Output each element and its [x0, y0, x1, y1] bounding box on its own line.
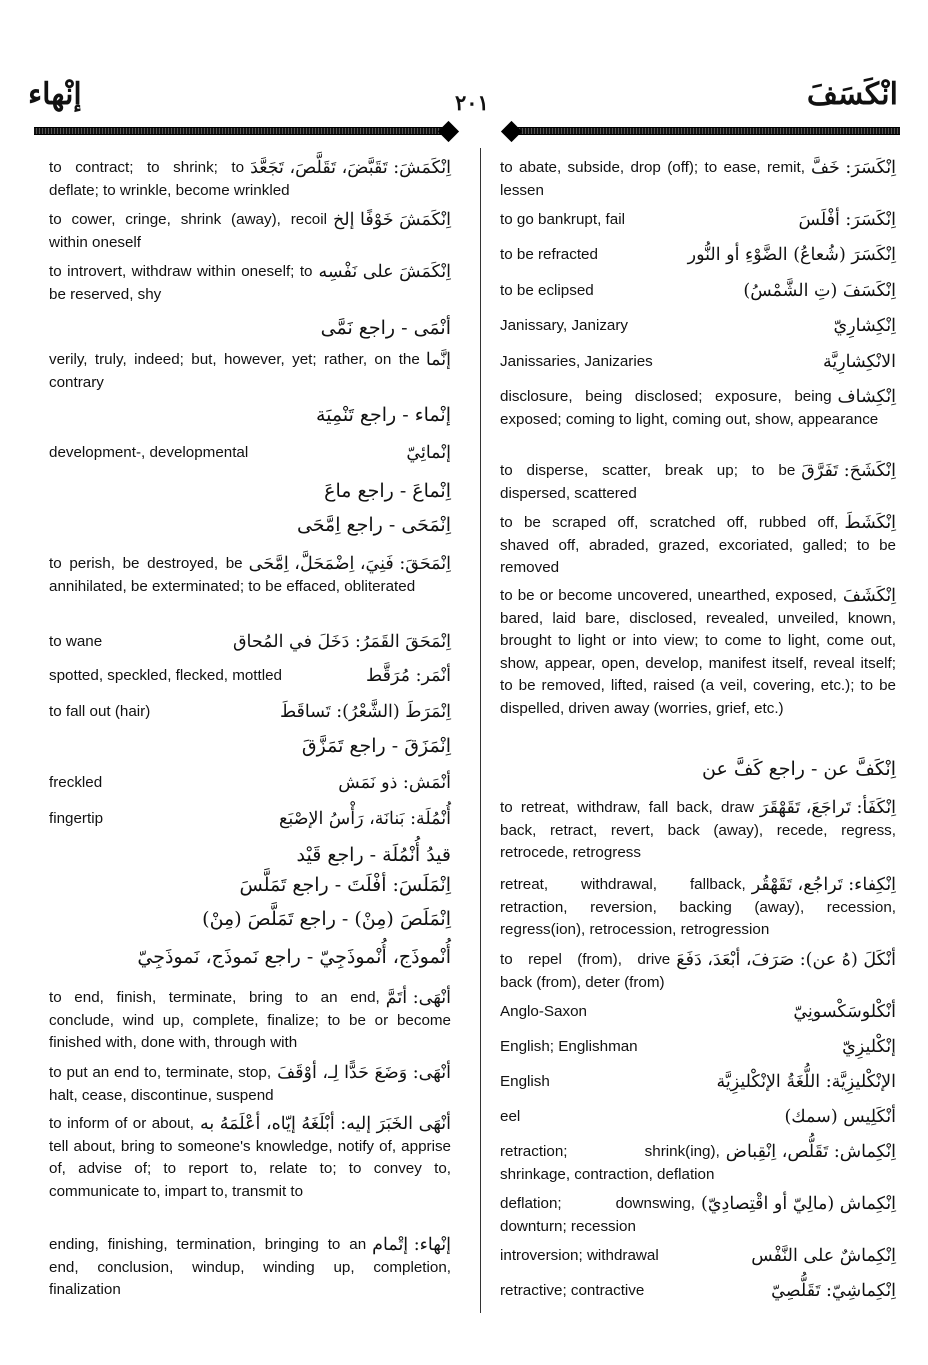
arabic-headword: اِنْكِفاء: تَراجُع، تَقَهْقُر [751, 875, 896, 895]
dictionary-entry [500, 874, 896, 942]
arabic-headword: إنْمائِيّ [406, 443, 451, 463]
dictionary-entry [49, 1062, 451, 1107]
english-definition: spotted, speckled, flecked, mottled [49, 667, 283, 684]
arabic-headword: اِنْكَمَشَ على نَفْسِه [318, 262, 451, 282]
dictionary-entry [500, 157, 896, 202]
english-definition: to cower, cringe, shrink (away), recoil within oneself [49, 211, 327, 251]
dictionary-entry [500, 1245, 896, 1268]
arabic-headword: اِنْكَشَفَ [842, 586, 896, 606]
english-definition: eel [500, 1108, 521, 1125]
arabic-headword: اِنْكَشَحَ: تَفَرَّقَ [801, 461, 896, 481]
arabic-headword: اِنْمَحَقَ: فَنِيَ، اِضْمَحَلَّ، اِمَّحَى [248, 554, 451, 574]
english-definition: English [500, 1073, 550, 1090]
english-definition: to abate, subside, drop (off); to ease, remit, lessen [500, 159, 805, 199]
dictionary-entry [49, 553, 451, 598]
arabic-headword: اِنْكِماشٌ على النَّفْس [751, 1246, 896, 1266]
diamond-ornament-icon [501, 121, 522, 142]
arabic-headword: اِنْكَسَرَ: خَفَّ [810, 158, 896, 178]
dictionary-entry [500, 351, 896, 374]
english-definition: to perish, be destroyed, be annihilated, be exterminated; to be effaced, obliterated [49, 555, 416, 595]
arabic-headword: اِنْمَحَقَ القَمَرُ: دَخَلَ في المُحاق [232, 632, 451, 652]
cross-reference-entry: اِنْمَزَقَ - راجع تَمَزَّقَ [301, 735, 451, 757]
english-definition: Anglo-Saxon [500, 1003, 587, 1020]
cross-reference-entry: اِنْكَفَّ عن - راجع كَفَّ عن [702, 758, 896, 780]
cross-reference-entry: اِنْمَلَسَ: أفْلَتَ - راجع تَمَلَّسَ [239, 874, 451, 896]
arabic-headword: اِنْكَفَأ: تَراجَعَ، تَقَهْقَرَ [759, 798, 896, 818]
cross-reference-entry: قيدُ أُنْمُلَة - راجع قَيْد [296, 844, 451, 866]
dictionary-entry [49, 157, 451, 202]
dictionary-entry [500, 1106, 896, 1129]
arabic-headword: الإنْكْليزِيَّة: اللُّغَةُ الإنْكْليزِيَّة [716, 1072, 896, 1092]
arabic-headword: أنْكَلِيس (سمك) [784, 1107, 896, 1127]
arabic-headword: أنْهَى: وَضَعَ حَدًّا لِـ، أوْقَفَ [277, 1063, 451, 1083]
dictionary-entry [49, 701, 451, 724]
arabic-headword: أنْكَلَ (هُ عن): صَرَفَ، أبْعَدَ، دَفَعَ [676, 950, 896, 970]
dictionary-entry [49, 261, 451, 306]
header-right-word: انْكَسَفَ [806, 77, 898, 112]
arabic-headword: اِنْمَرَطَ (الشَّعْرُ): تَساقَطَ [279, 702, 451, 722]
cross-reference-entry: اِنْمَلَصَ (مِنْ) - راجع تَمَلَّصَ (مِنْ) [202, 908, 451, 930]
arabic-headword: الانْكِشارِيَّة [822, 352, 896, 372]
dictionary-entry [49, 1113, 451, 1203]
dictionary-entry [500, 512, 896, 580]
english-definition: to introvert, withdraw within oneself; to be reserved, shy [49, 263, 313, 303]
english-definition: to fall out (hair) [49, 703, 151, 720]
dictionary-entry [500, 1193, 896, 1238]
dictionary-entry [500, 209, 896, 232]
english-definition: freckled [49, 774, 103, 791]
dictionary-entry [500, 1280, 896, 1303]
english-definition: to wane [49, 633, 103, 650]
english-definition: to be eclipsed [500, 282, 594, 299]
dictionary-entry [49, 349, 451, 394]
arabic-headword: اِنْكَسَرَ: أفْلَسَ [798, 210, 896, 230]
column-divider [480, 148, 481, 1313]
english-definition: Janissary, Janizary [500, 317, 629, 334]
arabic-headword: أنْمَر: مُرَقَّط [366, 666, 451, 686]
cross-reference-entry: اِنْمَحَى - راجع اِمَّحَى [296, 514, 451, 536]
english-definition: retraction; shrink(ing), shrinkage, contraction, deflation [500, 1143, 720, 1183]
english-definition: to be or become uncovered, unearthed, exposed, bared, laid bare, disclosed, revealed, unveiled, known, brought to light or into view; to come to light, come out, show, appear, open, develop, manifest itself, reveal itself; to be removed, lifted, raised (a veil, covering, etc.); to be dispelled, driven away (worries, grief, etc.) [500, 587, 896, 717]
arabic-headword: أنْكْلوسَكْسونِيّ [793, 1002, 896, 1022]
english-definition: to contract; to shrink; to deflate; to wrinkle, become wrinkled [49, 159, 290, 199]
arabic-headword: اِنْكَسَرَ (شُعاعُ) الضَّوْءِ أو النُّور [687, 245, 896, 265]
arabic-headword: اِنْكِشارِيّ [833, 316, 896, 336]
header-rule-right [508, 124, 900, 140]
arabic-headword: اِنْكَشَطَ [844, 513, 896, 533]
arabic-headword: اِنْكَمَشَ خَوْفًا إلخ [333, 210, 451, 230]
english-definition: to put an end to, terminate, stop, halt, cease, discontinue, suspend [49, 1064, 274, 1104]
diamond-ornament-icon [438, 121, 459, 142]
english-definition: verily, truly, indeed; but, however, yet; rather, on the contrary [49, 351, 420, 391]
english-definition: retractive; contractive [500, 1282, 645, 1299]
dictionary-entry [49, 987, 451, 1055]
dictionary-entry [500, 1071, 896, 1094]
arabic-headword: إنْكْليزِيّ [842, 1037, 896, 1057]
english-definition: to end, finish, terminate, bring to an end, conclude, wind up, complete, finalize; to be or become finished with, done with, through with [49, 989, 451, 1052]
english-definition: to disperse, scatter, break up; to be dispersed, scattered [500, 462, 796, 502]
english-definition: to be scraped off, scratched off, rubbed off, shaved off, abraded, grazed, excoriated, galled; to be removed [500, 514, 896, 577]
dictionary-entry [500, 1036, 896, 1059]
dictionary-entry [49, 631, 451, 654]
dictionary-entry [500, 1001, 896, 1024]
dictionary-entry [500, 244, 896, 267]
arabic-headword: إنْهاء: إتْمام [372, 1235, 451, 1255]
dictionary-entry [500, 460, 896, 505]
dictionary-entry [49, 772, 451, 795]
page-number: ٢٠١ [455, 90, 489, 115]
header-left-word: إنْهاء [28, 77, 82, 112]
english-definition: to go bankrupt, fail [500, 211, 625, 228]
dictionary-entry [49, 808, 451, 831]
arabic-headword: اِنْكِشاف [837, 387, 896, 407]
dictionary-entry [500, 280, 896, 303]
arabic-headword: أنْهَى الخَبَرَ إليه: أبْلَغَهُ إيّاه، أعْلَمَهُ به [199, 1114, 451, 1134]
dictionary-entry [49, 665, 451, 688]
dictionary-entry [500, 585, 896, 721]
arabic-headword: اِنْكَمَشَ: تَقَبَّضَ، تَقَلَّصَ، تَجَعَّدَ [250, 158, 451, 178]
english-definition: to inform of or about, tell about, bring to someone's knowledge, notify of, apprise of, advise of; to report to, relate to; to convey to, communicate to, impart to, transmit to [49, 1115, 451, 1200]
arabic-headword: اِنْكِماشِيّ: تَقَلُّصِيّ [771, 1281, 896, 1301]
arabic-headword: اِنْكِماش: تَقَلُّص، اِنْقِباض [725, 1142, 896, 1162]
arabic-headword: أنْمَش: ذو نَمَش [338, 773, 451, 793]
english-definition: fingertip [49, 810, 104, 827]
english-definition: Janissaries, Janizaries [500, 353, 653, 370]
arabic-headword: اِنْكِماش (مالِيّ أو اقْتِصادِيّ) [701, 1194, 896, 1214]
arabic-headword: أُنْمُلَة: بَنانَة، رَأْسُ الإصْبَع [279, 809, 451, 829]
english-definition: introversion; withdrawal [500, 1247, 659, 1264]
dictionary-entry [49, 1234, 451, 1302]
header-rule-left [34, 124, 452, 140]
english-definition: to repel (from), drive back (from), deter (from) [500, 951, 671, 991]
english-definition: development-, developmental [49, 444, 249, 461]
dictionary-entry [500, 386, 896, 431]
cross-reference-entry: أنْمَى - راجع نَمَّى [320, 317, 451, 339]
english-definition: English; Englishman [500, 1038, 638, 1055]
dictionary-entry [500, 1141, 896, 1186]
arabic-headword: اِنْكَسَفَ (تِ الشَّمْسُ) [743, 281, 896, 301]
cross-reference-entry: اِنْماعَ - راجع ماعَ [324, 480, 451, 502]
dictionary-entry [49, 442, 451, 465]
arabic-headword: أنْهَى: أتَمَّ [385, 988, 451, 1008]
english-definition: deflation; downswing, downturn; recession [500, 1195, 695, 1235]
english-definition: disclosure, being disclosed; exposure, being exposed; coming to light, coming out, show, appearance [500, 388, 879, 428]
english-definition: to be refracted [500, 246, 598, 263]
english-definition: ending, finishing, termination, bringing to an end, conclusion, windup, winding up, completion, finalization [49, 1236, 451, 1299]
cross-reference-entry: إنْماء - راجع تَنْمِيَة [315, 404, 451, 426]
english-definition: retreat, withdrawal, fallback, retraction, reversion, backing (away), recession, regress(ion), retrocession, retrogression [500, 876, 896, 939]
dictionary-entry [500, 797, 896, 865]
cross-reference-entry: أُنْموذَج، أُنْموذَجِيّ - راجع نَموذَج، نَموذَجِيّ [137, 946, 451, 968]
dictionary-entry [500, 315, 896, 338]
dictionary-entry [49, 209, 451, 254]
english-definition: to retreat, withdraw, fall back, draw back, retract, revert, back (away), recede, regress, retrocede, retrogress [500, 799, 896, 862]
dictionary-entry [500, 949, 896, 994]
arabic-headword: إنَّما [425, 350, 451, 370]
